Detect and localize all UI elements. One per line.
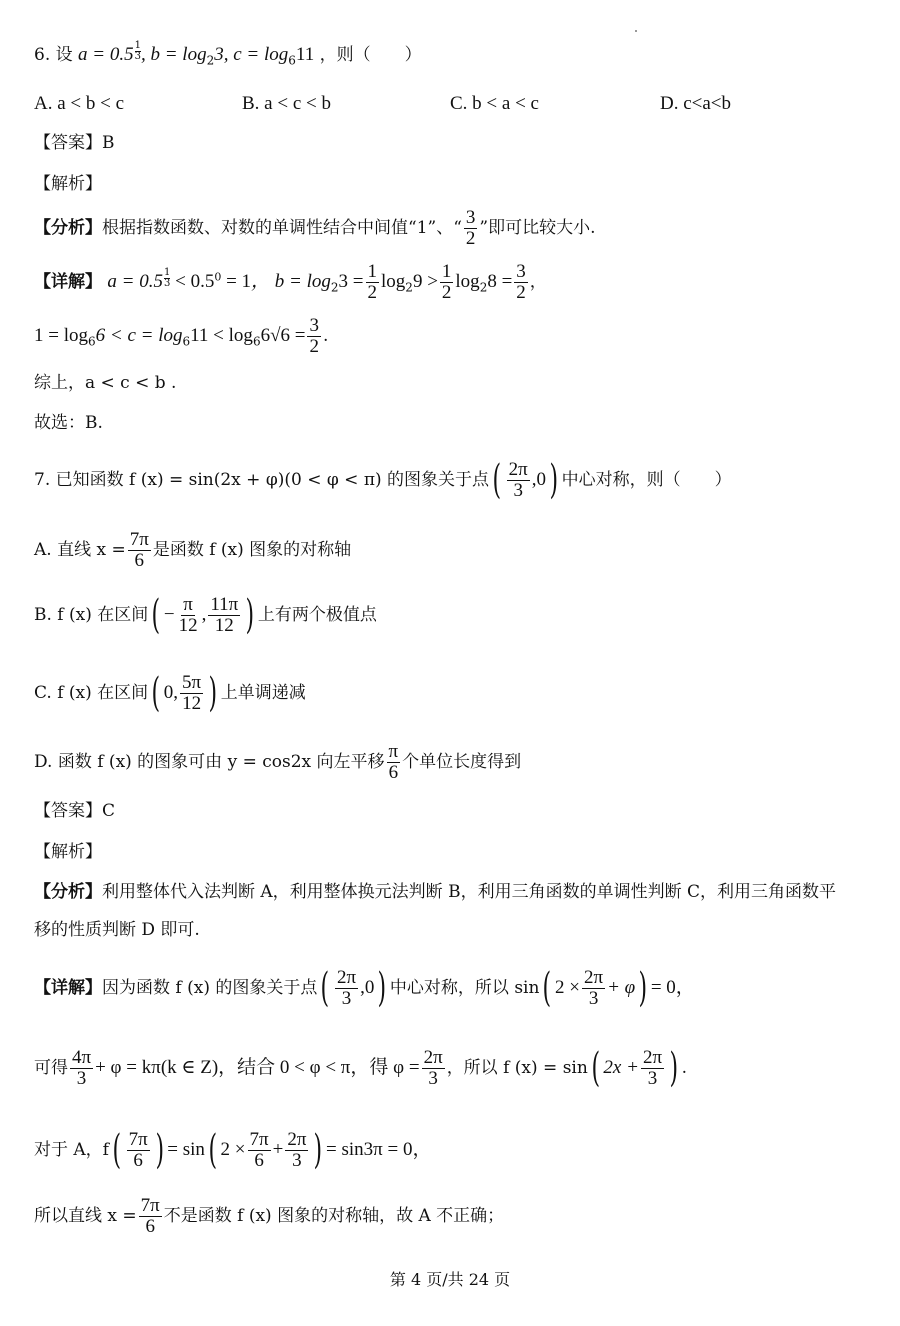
- q7-option-c: C. f (x) 在区间( 0, $\frac{5\pi}{12}$ ) 上单调递减: [34, 670, 306, 717]
- q6-option-c: C. b < a < c: [450, 93, 539, 114]
- q6-option-b: B. a < c < b: [242, 93, 331, 114]
- q6-option-a: A. a < b < c: [34, 93, 125, 114]
- q6-detail-2: $1 = \log_66 < c = \log_611 < \log_66√6$ = $\frac{3}{2}$ .: [34, 315, 329, 357]
- q7-fenxi-1: 【分析】利用整体代入法判断 A，利用整体换元法判断 B，利用三角函数的单调性判断 C，利用三角函数平: [34, 882, 836, 902]
- q7-fenxi-2: 移的性质判断 D 即可.: [34, 920, 200, 940]
- q6-detail-1: 【详解】 a = 0.5 $\frac{1}{3}$ < $0.5^0 = 1$， $b = \log_23$ = $\frac{1}{2}$ $\log_29$ > $\frac{1}{2}$ $\log_28$ = $\frac{3}{2}$ ，: [34, 261, 547, 303]
- q7-option-b: B. f (x) 在区间( − $\frac{\pi}{12}$ , $\frac{11\pi}{12}$ ) 上有两个极值点: [34, 592, 377, 639]
- q7-detail-2: 可得 $\frac{4\pi}{3}$ + φ = kπ(k ∈ Z)，结合 0 < φ < π，得 φ = $\frac{2\pi}{3}$ ，所以 f (x) = sin( 2x + $\frac{2\pi}{3}$ ) .: [34, 1045, 688, 1092]
- q6-option-d: D. c<a<b: [660, 93, 732, 114]
- page-footer: 第 4 页/共 24 页: [389, 1270, 511, 1289]
- q6-answer: 【答案】B: [34, 133, 115, 153]
- q6-stem: 6. 设 a = 0.5 $\frac{1}{3}$ , $b = \log_23$, $c = \log_611$ ，则（ ）: [34, 40, 422, 68]
- q7-answer: 【答案】C: [34, 801, 116, 821]
- scan-dot: [635, 30, 637, 32]
- q7-option-d: D. 函数 f (x) 的图象可由 y = cos2x 向左平移 $\frac{\pi}{6}$ 个单位长度得到: [34, 741, 522, 783]
- q7-detail-1: 【详解】因为函数 f (x) 的图象关于点( $\frac{2\pi}{3}$ ,0) 中心对称，所以 sin( 2 × $\frac{2\pi}{3}$ + φ) = 0，: [34, 965, 695, 1012]
- q7-detail-4: 所以直线 x = $\frac{7\pi}{6}$ 不是函数 f (x) 图象的对称轴，故 A 不正确；: [34, 1195, 505, 1237]
- q6-choice: 故选：B.: [34, 413, 103, 433]
- q7-analysis-label: 【解析】: [34, 842, 102, 862]
- q7-option-a: A. 直线 x = $\frac{7\pi}{6}$ 是函数 f (x) 图象的对称轴: [34, 529, 352, 571]
- q6-summary: 综上，a < c < b .: [34, 373, 177, 393]
- q7-detail-3: 对于 A，f( $\frac{7\pi}{6}$ ) = sin( 2 × $\frac{7\pi}{6}$ + $\frac{2\pi}{3}$ ) = sin3π = 0，: [34, 1127, 432, 1174]
- q6-fenxi: 【分析】根据指数函数、对数的单调性结合中间值“1”、“ $\frac{3}{2}$ ”即可比较大小.: [34, 207, 596, 249]
- q6-analysis-label: 【解析】: [34, 174, 102, 194]
- q7-stem: 7. 已知函数 f (x) = sin(2x + φ)(0 < φ < π) 的图象关于点( $\frac{2\pi}{3}$ ,0) 中心对称，则（ ）: [34, 457, 732, 504]
